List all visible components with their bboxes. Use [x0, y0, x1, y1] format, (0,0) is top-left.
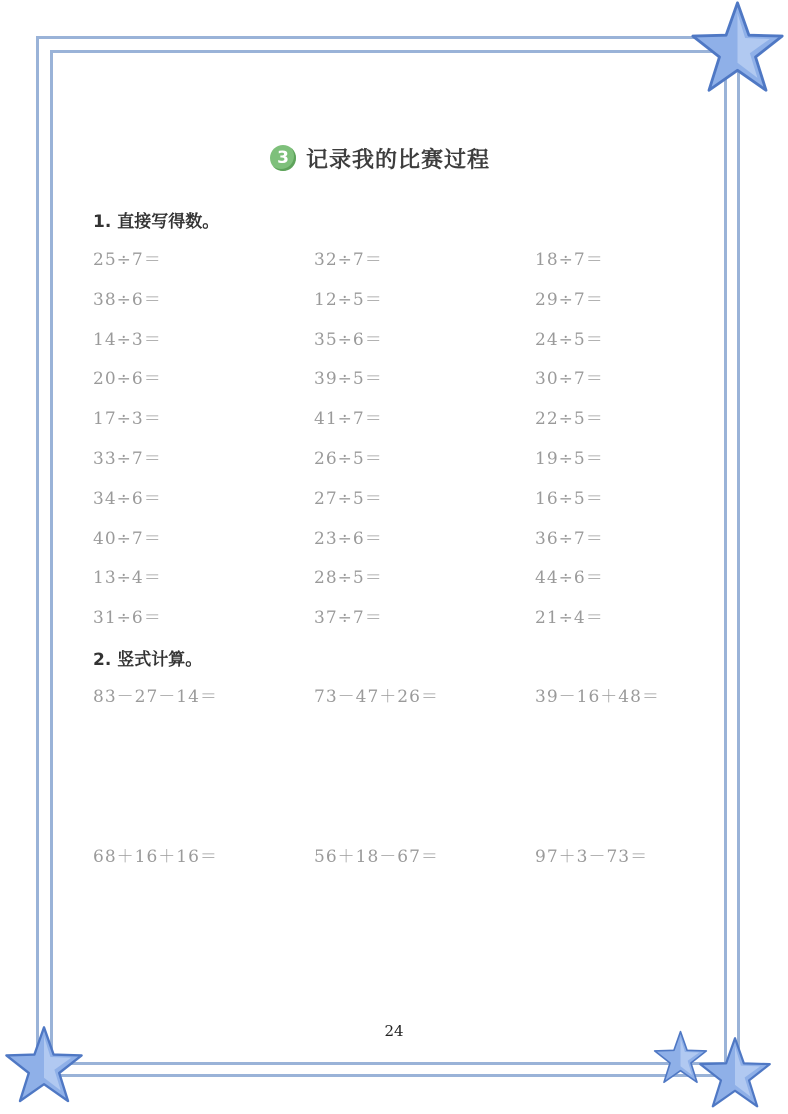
problem: 33÷7＝: [93, 449, 162, 469]
problem: 27÷5＝: [314, 488, 383, 509]
problem: 28÷5＝: [314, 568, 383, 589]
problem: 24÷5＝: [535, 329, 604, 350]
problem: 39－16＋48＝: [535, 687, 660, 707]
star-top-right-icon: [690, 0, 785, 95]
problem: 20÷6＝: [93, 369, 162, 390]
problem: 16÷5＝: [535, 488, 604, 509]
problem: 38÷6＝: [93, 289, 162, 310]
problem: 97＋3－73＝: [535, 847, 649, 867]
problem: 22÷5＝: [535, 409, 604, 430]
problem: 68＋16＋16＝: [93, 847, 218, 867]
inner-border: [50, 50, 727, 1065]
problem: 39÷5＝: [314, 369, 383, 390]
section-2-heading: 2. 竖式计算。: [93, 650, 203, 670]
page-number: 24: [384, 1022, 404, 1040]
problem: 25÷7＝: [93, 250, 162, 270]
problem: 31÷6＝: [93, 608, 162, 629]
section-1-heading: 1. 直接写得数。: [93, 212, 220, 232]
problem: 36÷7＝: [535, 528, 604, 549]
problem: 56＋18－67＝: [314, 847, 439, 867]
problem: 19÷5＝: [535, 449, 604, 469]
problem: 29÷7＝: [535, 289, 604, 310]
problem: 13÷4＝: [93, 568, 162, 589]
title-text: 记录我的比赛过程: [306, 147, 491, 173]
problem: 35÷6＝: [314, 329, 383, 350]
problem: 34÷6＝: [93, 488, 162, 509]
problem: 41÷7＝: [314, 409, 383, 430]
problem: 14÷3＝: [93, 329, 162, 350]
problem: 32÷7＝: [314, 250, 383, 270]
problem: 17÷3＝: [93, 409, 162, 430]
problem: 12÷5＝: [314, 289, 383, 310]
problem: 23÷6＝: [314, 528, 383, 549]
problem: 73－47＋26＝: [314, 687, 439, 707]
problem: 30÷7＝: [535, 369, 604, 390]
problem: 37÷7＝: [314, 608, 383, 629]
problem: 18÷7＝: [535, 250, 604, 270]
problem: 83－27－14＝: [93, 687, 218, 707]
section-number-badge: 3: [270, 145, 296, 171]
problem: 44÷6＝: [535, 568, 604, 589]
problem: 21÷4＝: [535, 608, 604, 629]
problem: 26÷5＝: [314, 449, 383, 469]
star-bottom-right-icon: [698, 1036, 772, 1110]
problem: 40÷7＝: [93, 528, 162, 549]
page-title: [270, 140, 490, 176]
